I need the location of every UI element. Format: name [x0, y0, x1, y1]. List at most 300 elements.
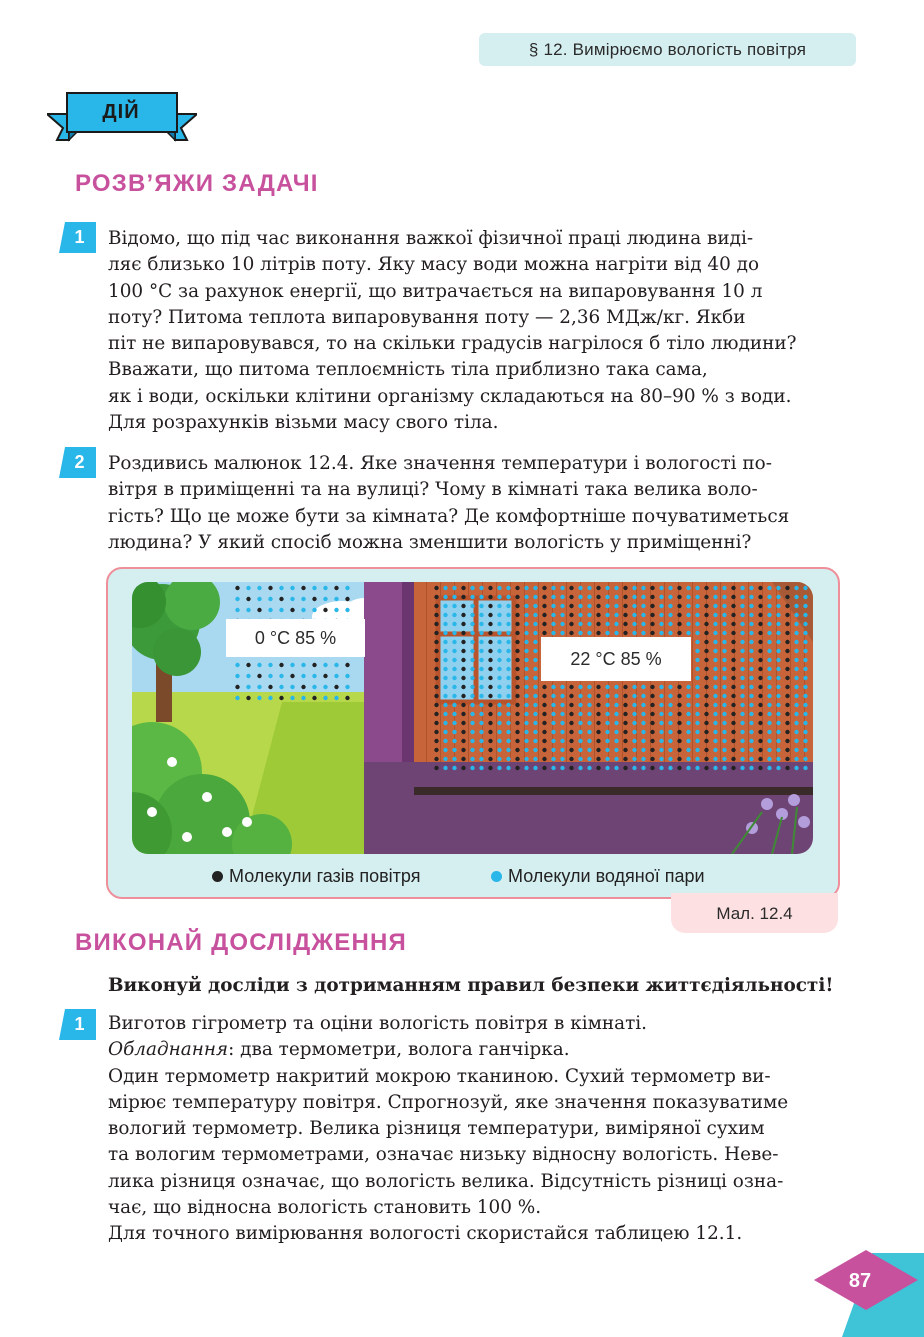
molecule-dot — [323, 597, 327, 601]
molecule-dot — [290, 597, 294, 601]
molecule-dot — [560, 631, 564, 635]
molecule-dot — [677, 586, 681, 590]
molecule-dot — [632, 631, 636, 635]
molecule-dot — [479, 757, 483, 761]
molecule-dot — [461, 739, 465, 743]
molecule-dot — [794, 658, 798, 662]
molecule-dot — [767, 613, 771, 617]
molecule-dot — [731, 658, 735, 662]
molecule-dot — [497, 604, 501, 608]
molecule-dot — [749, 703, 753, 707]
molecule-dot — [488, 640, 492, 644]
molecule-dot — [551, 622, 555, 626]
molecule-dot — [740, 703, 744, 707]
molecule-dot — [749, 766, 753, 770]
molecule-dot — [605, 586, 609, 590]
molecule-dot — [659, 712, 663, 716]
molecule-dot — [695, 640, 699, 644]
molecule-dot — [497, 739, 501, 743]
molecule-dot — [677, 604, 681, 608]
molecule-dot — [803, 595, 807, 599]
molecule-dot — [749, 721, 753, 725]
molecule-dot — [479, 703, 483, 707]
molecule-dot — [443, 712, 447, 716]
molecule-dot — [641, 622, 645, 626]
molecule-dot — [731, 586, 735, 590]
molecule-dot — [551, 757, 555, 761]
molecule-dot — [704, 685, 708, 689]
molecule-dot — [452, 595, 456, 599]
molecule-dot — [740, 622, 744, 626]
molecule-dot — [641, 595, 645, 599]
molecule-dot — [749, 640, 753, 644]
molecule-dot — [569, 730, 573, 734]
molecule-dot — [533, 595, 537, 599]
molecule-dot — [479, 712, 483, 716]
molecule-dot — [605, 613, 609, 617]
molecule-dot — [497, 613, 501, 617]
molecule-dot — [497, 631, 501, 635]
molecule-dot — [677, 748, 681, 752]
molecule-dot — [479, 766, 483, 770]
molecule-dot — [650, 703, 654, 707]
molecule-dot — [470, 640, 474, 644]
molecule-dot — [470, 730, 474, 734]
molecule-dot — [776, 622, 780, 626]
molecule-dot — [632, 622, 636, 626]
molecule-dot — [569, 604, 573, 608]
molecule-dot — [596, 622, 600, 626]
molecule-dot — [461, 595, 465, 599]
molecule-dot — [704, 622, 708, 626]
ribbon-label: ДІЙ — [102, 100, 140, 123]
molecule-dot — [246, 597, 250, 601]
molecule-dot — [497, 730, 501, 734]
molecule-dot — [704, 766, 708, 770]
molecule-dot — [623, 613, 627, 617]
molecule-dot — [767, 721, 771, 725]
molecule-dot — [578, 595, 582, 599]
legend-air: Молекули газів повітря — [212, 866, 420, 887]
molecule-dot — [443, 658, 447, 662]
molecule-dot — [533, 676, 537, 680]
molecule-dot — [623, 721, 627, 725]
molecule-dot — [704, 640, 708, 644]
molecule-dot — [776, 676, 780, 680]
molecule-dot — [641, 604, 645, 608]
molecule-dot — [767, 640, 771, 644]
molecule-dot — [452, 712, 456, 716]
molecule-dot — [704, 667, 708, 671]
molecule-dot — [497, 658, 501, 662]
molecule-dot — [235, 674, 239, 678]
molecule-dot — [686, 757, 690, 761]
molecule-dot — [506, 748, 510, 752]
molecule-dot — [605, 703, 609, 707]
molecule-dot — [686, 766, 690, 770]
molecule-dot — [758, 730, 762, 734]
molecule-dot — [722, 658, 726, 662]
equipment-label: Обладнання — [108, 1039, 229, 1061]
molecule-dot — [758, 757, 762, 761]
molecule-dot — [740, 730, 744, 734]
molecule-dot — [794, 631, 798, 635]
molecule-dot — [731, 721, 735, 725]
molecule-dot — [722, 586, 726, 590]
molecule-dot — [470, 649, 474, 653]
molecule-dot — [452, 694, 456, 698]
molecule-dot — [470, 622, 474, 626]
molecule-dot — [533, 622, 537, 626]
molecule-dot — [677, 730, 681, 734]
molecule-dot — [542, 595, 546, 599]
molecule-dot — [596, 712, 600, 716]
molecule-dot — [524, 703, 528, 707]
molecule-dot — [443, 694, 447, 698]
task-1-badge: 1 — [59, 222, 96, 253]
molecule-dot — [497, 649, 501, 653]
molecule-dot — [443, 667, 447, 671]
molecule-dot — [569, 739, 573, 743]
molecule-dot — [497, 667, 501, 671]
molecule-dot — [524, 631, 528, 635]
molecule-dot — [785, 739, 789, 743]
molecule-dot — [524, 649, 528, 653]
molecule-dot — [650, 712, 654, 716]
molecule-dot — [767, 703, 771, 707]
molecule-dot — [560, 721, 564, 725]
molecule-dot — [695, 658, 699, 662]
molecule-dot — [605, 766, 609, 770]
molecule-dot — [569, 757, 573, 761]
molecule-dot — [668, 712, 672, 716]
molecule-dot — [803, 712, 807, 716]
molecule-dot — [785, 640, 789, 644]
molecule-dot — [713, 748, 717, 752]
molecule-dot — [488, 613, 492, 617]
molecule-dot — [578, 694, 582, 698]
molecule-dot — [569, 694, 573, 698]
molecule-dot — [452, 640, 456, 644]
molecule-dot — [515, 604, 519, 608]
molecule-dot — [551, 730, 555, 734]
molecule-dot — [560, 766, 564, 770]
molecule-dot — [785, 622, 789, 626]
molecule-dot — [704, 739, 708, 743]
molecule-dot — [506, 622, 510, 626]
molecule-dot — [767, 685, 771, 689]
molecule-dot — [301, 608, 305, 612]
molecule-dot — [722, 622, 726, 626]
molecule-dot — [731, 613, 735, 617]
molecule-dot — [443, 649, 447, 653]
molecule-dot — [713, 730, 717, 734]
molecule-dot — [749, 757, 753, 761]
molecule-dot — [704, 730, 708, 734]
molecule-dot — [776, 658, 780, 662]
molecule-dot — [731, 730, 735, 734]
molecule-dot — [533, 586, 537, 590]
molecule-dot — [515, 586, 519, 590]
molecule-dot — [560, 703, 564, 707]
molecule-dot — [803, 586, 807, 590]
molecule-dot — [686, 712, 690, 716]
molecule-dot — [749, 730, 753, 734]
molecule-dot — [461, 721, 465, 725]
molecule-dot — [578, 703, 582, 707]
molecule-dot — [479, 694, 483, 698]
molecule-dot — [803, 658, 807, 662]
molecule-dot — [704, 748, 708, 752]
molecule-dot — [560, 757, 564, 761]
tasks-title: РОЗВ’ЯЖИ ЗАДАЧІ — [75, 170, 319, 197]
molecule-dot — [704, 721, 708, 725]
molecule-dot — [461, 658, 465, 662]
molecule-dot — [713, 721, 717, 725]
molecule-dot — [257, 685, 261, 689]
molecule-dot — [659, 730, 663, 734]
molecule-dot — [731, 694, 735, 698]
molecule-dot — [279, 685, 283, 689]
molecule-dot — [479, 739, 483, 743]
molecule-dot — [542, 739, 546, 743]
molecule-dot — [470, 694, 474, 698]
molecule-dot — [731, 757, 735, 761]
molecule-dot — [632, 595, 636, 599]
molecule-dot — [803, 703, 807, 707]
molecule-dot — [479, 586, 483, 590]
molecule-dot — [659, 622, 663, 626]
molecule-dot — [614, 730, 618, 734]
molecule-dot — [767, 595, 771, 599]
molecule-dot — [542, 703, 546, 707]
molecule-dot — [551, 604, 555, 608]
molecule-dot — [614, 703, 618, 707]
molecule-dot — [515, 595, 519, 599]
molecule-dot — [632, 739, 636, 743]
molecule-dot — [443, 721, 447, 725]
molecule-dot — [677, 631, 681, 635]
molecule-dot — [776, 766, 780, 770]
molecule-dot — [668, 703, 672, 707]
molecule-dot — [623, 730, 627, 734]
molecule-dot — [614, 604, 618, 608]
molecule-dot — [659, 748, 663, 752]
molecule-dot — [659, 685, 663, 689]
molecule-dot — [551, 766, 555, 770]
molecule-dot — [488, 739, 492, 743]
molecule-dot — [533, 667, 537, 671]
molecule-dot — [677, 694, 681, 698]
molecule-dot — [587, 748, 591, 752]
molecule-dot — [605, 604, 609, 608]
molecule-dot — [542, 694, 546, 698]
molecule-dot — [641, 739, 645, 743]
molecule-dot — [515, 676, 519, 680]
molecule-dot — [749, 595, 753, 599]
molecule-dot — [722, 712, 726, 716]
molecule-dot — [542, 748, 546, 752]
molecule-dot — [758, 685, 762, 689]
molecule-dot — [794, 640, 798, 644]
molecule-dot — [668, 721, 672, 725]
molecule-dot — [470, 658, 474, 662]
molecule-dot — [587, 622, 591, 626]
molecule-dot — [488, 631, 492, 635]
molecule-dot — [345, 696, 349, 700]
molecule-dot — [569, 712, 573, 716]
molecule-dot — [794, 676, 798, 680]
molecule-dot — [506, 685, 510, 689]
molecule-dot — [470, 631, 474, 635]
molecule-dot — [614, 748, 618, 752]
molecule-dot — [776, 757, 780, 761]
molecule-dot — [312, 586, 316, 590]
molecule-dot — [722, 676, 726, 680]
molecule-dot — [695, 766, 699, 770]
molecule-dot — [542, 757, 546, 761]
molecule-dot — [641, 685, 645, 689]
molecule-dot — [659, 613, 663, 617]
molecule-dot — [668, 748, 672, 752]
molecule-dot — [704, 586, 708, 590]
molecule-dot — [704, 631, 708, 635]
molecule-dot — [740, 766, 744, 770]
molecule-dot — [641, 721, 645, 725]
molecule-dot — [713, 595, 717, 599]
molecule-dot — [434, 631, 438, 635]
page-number: 87 — [848, 1269, 872, 1292]
task-2-text: Роздивись малюнок 12.4. Яке значення температури і вологості по- вітря в приміщенні та на вулиці? Чому в кімнаті така велика воло- гість? Що це може бути за кімната? Де комфортніше почуватиметься людина? У який спосіб можна зменшити вологість у приміщенні? — [108, 453, 790, 553]
molecule-dot — [650, 685, 654, 689]
molecule-dot — [650, 694, 654, 698]
molecule-dot — [632, 730, 636, 734]
molecule-dot — [605, 685, 609, 689]
molecule-dot — [695, 613, 699, 617]
molecule-dot — [677, 721, 681, 725]
molecule-dot — [497, 694, 501, 698]
molecule-dot — [632, 694, 636, 698]
molecule-dot — [560, 694, 564, 698]
molecule-dot — [443, 685, 447, 689]
molecule-dot — [659, 721, 663, 725]
molecule-dot — [803, 667, 807, 671]
molecule-dot — [235, 663, 239, 667]
molecule-dot — [686, 595, 690, 599]
molecule-dot — [452, 667, 456, 671]
molecule-dot — [740, 595, 744, 599]
molecule-dot — [785, 658, 789, 662]
molecule-dot — [695, 757, 699, 761]
molecule-dot — [443, 604, 447, 608]
molecule-dot — [542, 631, 546, 635]
molecule-dot — [596, 685, 600, 689]
molecule-dot — [803, 721, 807, 725]
molecule-dot — [470, 748, 474, 752]
molecule-dot — [461, 748, 465, 752]
safety-note: Виконуй досліди з дотриманням правил безпеки життєдіяльності! — [108, 975, 834, 996]
molecule-dot — [794, 712, 798, 716]
molecule-dot — [524, 685, 528, 689]
molecule-dot — [569, 613, 573, 617]
molecule-dot — [434, 685, 438, 689]
molecule-dot — [740, 604, 744, 608]
molecule-dot — [323, 663, 327, 667]
molecule-dot — [749, 613, 753, 617]
molecule-dot — [722, 748, 726, 752]
molecule-dot — [659, 586, 663, 590]
molecule-dot — [569, 748, 573, 752]
molecule-dot — [542, 685, 546, 689]
molecule-dot — [704, 703, 708, 707]
molecule-dot — [596, 631, 600, 635]
molecule-dot — [452, 604, 456, 608]
molecule-dot — [479, 613, 483, 617]
molecule-dot — [614, 757, 618, 761]
molecule-dot — [623, 622, 627, 626]
molecule-dot — [668, 685, 672, 689]
molecule-dot — [488, 667, 492, 671]
molecule-dot — [695, 649, 699, 653]
molecule-dot — [740, 676, 744, 680]
molecule-dot — [605, 757, 609, 761]
molecule-dot — [623, 694, 627, 698]
molecule-dot — [533, 748, 537, 752]
molecule-dot — [785, 685, 789, 689]
molecule-dot — [246, 674, 250, 678]
molecule-dot — [301, 696, 305, 700]
molecule-dot — [488, 748, 492, 752]
molecule-dot — [695, 595, 699, 599]
molecule-dot — [560, 685, 564, 689]
molecule-dot — [470, 721, 474, 725]
molecule-dot — [614, 595, 618, 599]
legend-vapor: Молекули водяної пари — [491, 866, 705, 887]
molecule-dot — [461, 604, 465, 608]
molecule-dot — [533, 712, 537, 716]
molecule-dot — [506, 703, 510, 707]
molecule-dot — [803, 685, 807, 689]
molecule-dot — [803, 613, 807, 617]
molecule-dot — [704, 757, 708, 761]
molecule-dot — [713, 586, 717, 590]
molecule-dot — [551, 631, 555, 635]
molecule-dot — [461, 631, 465, 635]
molecule-dot — [461, 586, 465, 590]
molecule-dot — [659, 757, 663, 761]
molecule-dot — [686, 694, 690, 698]
indoor-label: 22 °С 85 % — [541, 637, 691, 681]
molecule-dot — [434, 640, 438, 644]
molecule-dot — [515, 613, 519, 617]
molecule-dot — [542, 622, 546, 626]
molecule-dot — [479, 676, 483, 680]
molecule-dot — [542, 613, 546, 617]
molecule-dot — [623, 685, 627, 689]
molecule-dot — [434, 694, 438, 698]
molecule-dot — [434, 757, 438, 761]
molecule-dot — [749, 748, 753, 752]
molecule-dot — [659, 595, 663, 599]
molecule-dot — [506, 604, 510, 608]
molecule-dot — [668, 613, 672, 617]
molecule-dot — [290, 685, 294, 689]
molecule-dot — [776, 712, 780, 716]
molecule-dot — [677, 739, 681, 743]
molecule-dot — [596, 721, 600, 725]
molecule-dot — [785, 694, 789, 698]
molecule-dot — [749, 676, 753, 680]
